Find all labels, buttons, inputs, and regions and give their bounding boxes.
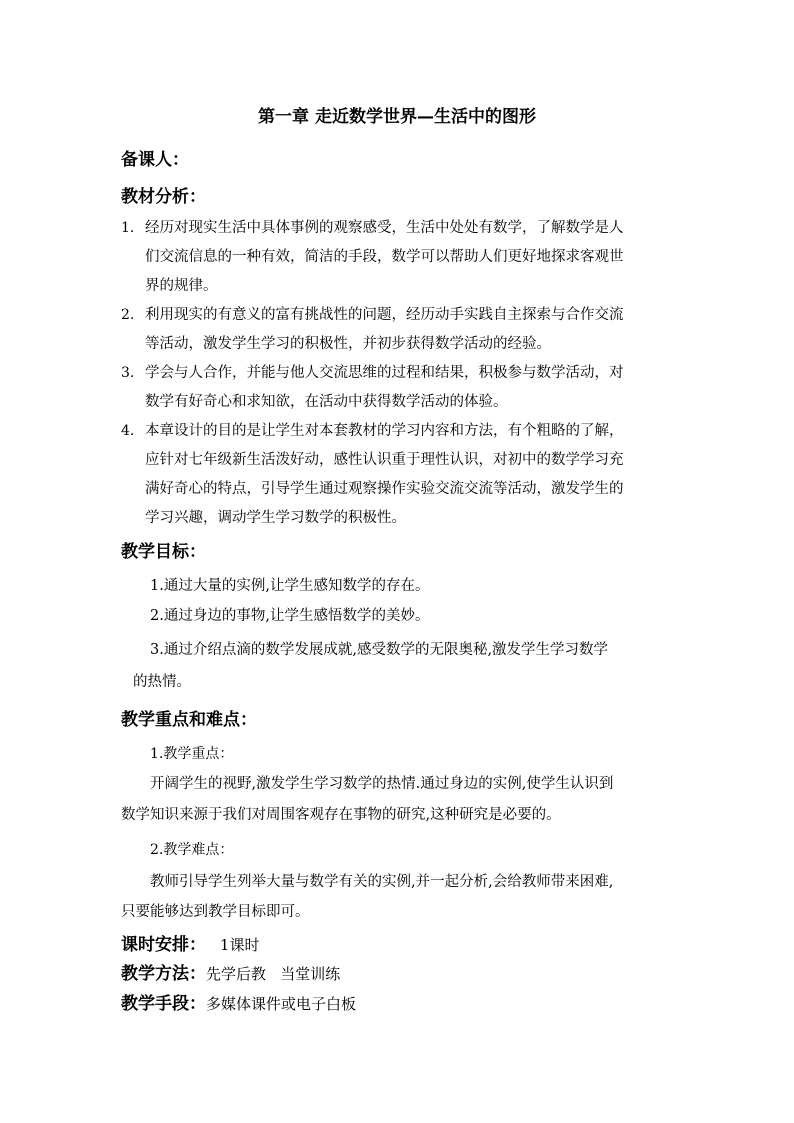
analysis-item-3-number: 3. (121, 365, 135, 381)
analysis-item-4-line-2: 应针对七年级新生活泼好动，感性认识重于理性认识，对初中的数学学习充 (145, 452, 624, 468)
schedule-row (121, 934, 259, 956)
analysis-heading: 教材分析： (121, 187, 206, 207)
difficulty-line-1: 教师引导学生列举大量与数学有关的实例,并一起分析,会给教师带来困难, (150, 874, 614, 890)
analysis-item-3-line-2: 数学有好奇心和求知欲，在活动中获得数学活动的体验。 (145, 394, 508, 410)
difficulty-label: 2.教学难点： (150, 842, 234, 858)
goal-line-4: 的热情。 (133, 674, 191, 690)
preparer-heading: 备课人： (121, 150, 189, 170)
goals-heading: 教学目标： (121, 542, 206, 562)
schedule-value: 1课时 (219, 936, 260, 954)
focus-line-2: 数学知识来源于我们对周围客观存在事物的研究,这种研究是必要的。 (121, 807, 561, 823)
analysis-item-1-line-1: 经历对现实生活中具体事例的观察感受，生活中处处有数学，了解数学是人 (145, 220, 624, 236)
means-value: 多媒体课件或电子白板 (206, 995, 357, 1013)
analysis-item-4-line-1: 本章设计的目的是让学生对本套教材的学习内容和方法，有个粗略的了解， (145, 423, 624, 439)
analysis-item-2-number: 2. (121, 307, 135, 323)
analysis-item-3-line-1: 学会与人合作，并能与他人交流思维的过程和结果，积极参与数学活动，对 (145, 365, 624, 381)
analysis-item-1-line-3: 界的规律。 (145, 278, 218, 294)
method-value: 先学后教 当堂训练 (206, 965, 341, 983)
analysis-item-4-number: 4. (121, 423, 135, 439)
analysis-item-4-line-4: 学习兴趣，调动学生学习数学的积极性。 (145, 510, 406, 526)
key-points-heading: 教学重点和难点： (121, 710, 257, 730)
goal-line-1: 1.通过大量的实例,让学生感知数学的存在。 (150, 578, 430, 594)
analysis-item-1-number: 1. (121, 220, 135, 236)
focus-label: 1.教学重点： (150, 746, 234, 762)
focus-line-1: 开阔学生的视野,激发学生学习数学的热情.通过身边的实例,使学生认识到 (150, 776, 614, 792)
document-title: 第一章 走近数学世界—生活中的图形 (258, 107, 536, 127)
means-row (121, 993, 356, 1015)
goal-line-2: 2.通过身边的事物,让学生感悟数学的美妙。 (150, 608, 430, 624)
method-row (121, 963, 340, 985)
analysis-item-1-line-2: 们交流信息的一种有效，简洁的手段，数学可以帮助人们更好地探求客观世 (145, 249, 624, 265)
difficulty-line-2: 只要能够达到教学目标即可。 (121, 904, 310, 920)
method-label: 教学方法： (121, 964, 206, 984)
analysis-item-2-line-2: 等活动，激发学生学习的积极性，并初步获得数学活动的经验。 (145, 336, 551, 352)
analysis-item-4-line-3: 满好奇心的特点，引导学生通过观察操作实验交流交流等活动，激发学生的 (145, 481, 624, 497)
goal-line-3: 3.通过介绍点滴的数学发展成就,感受数学的无限奥秘,激发学生学习数学 (150, 642, 609, 658)
means-label: 教学手段： (121, 994, 206, 1014)
schedule-label: 课时安排： (121, 935, 206, 955)
analysis-item-2-line-1: 利用现实的有意义的富有挑战性的问题，经历动手实践自主探索与合作交流 (145, 307, 624, 323)
